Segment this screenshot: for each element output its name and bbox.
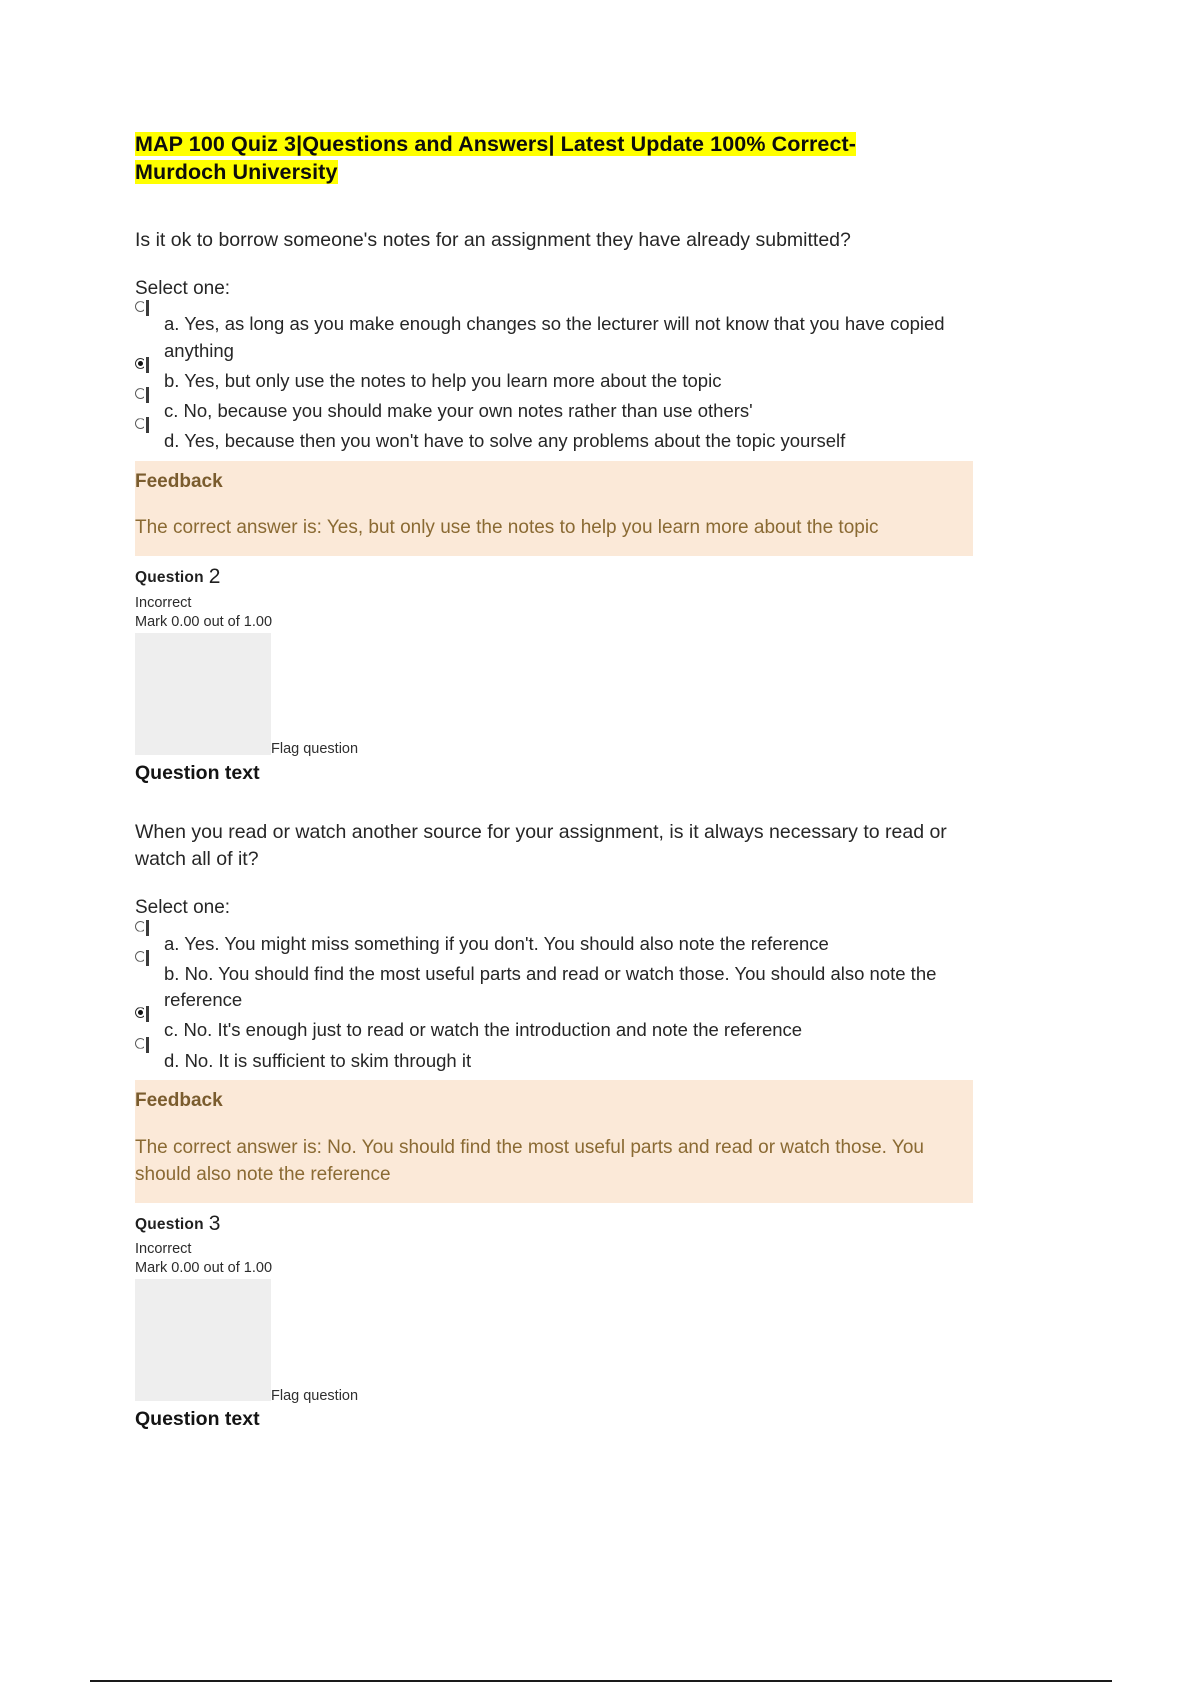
option-a-label: a. Yes, as long as you make enough changes so the lecturer will not know that you have copied anything xyxy=(164,313,945,361)
question-3-heading-label: Question xyxy=(135,1215,204,1233)
question-3-heading xyxy=(135,1211,975,1236)
page-bottom-rule xyxy=(90,1680,1112,1682)
question-2-feedback xyxy=(135,1080,973,1203)
question-block-2 xyxy=(135,564,975,1202)
missing-image-placeholder xyxy=(135,1279,271,1401)
question-1-feedback xyxy=(135,461,973,557)
question-3-text-heading: Question text xyxy=(135,1407,260,1430)
question-3-state: Incorrect xyxy=(135,1240,192,1257)
question-3-mark: Mark 0.00 out of 1.00 xyxy=(135,1260,273,1277)
option-a[interactable] xyxy=(135,931,975,957)
question-2-meta xyxy=(135,564,975,632)
question-3-flag-row xyxy=(135,1279,975,1407)
page-title-line-1: MAP 100 Quiz 3|Questions and Answers| Latest Update 100% Correct- xyxy=(135,132,857,156)
radio-checked-icon[interactable] xyxy=(135,358,152,375)
question-2-flag-row xyxy=(135,633,975,761)
radio-unchecked-icon[interactable] xyxy=(135,418,152,435)
option-b[interactable] xyxy=(135,368,975,394)
option-c[interactable] xyxy=(135,398,975,424)
radio-unchecked-icon[interactable] xyxy=(135,1038,152,1055)
option-d-label: d. Yes, because then you won't have to solve any problems about the topic yourself xyxy=(164,430,846,452)
option-a-label: a. Yes. You might miss something if you don't. You should also note the reference xyxy=(164,932,829,954)
question-2-state: Incorrect xyxy=(135,594,192,611)
question-3-meta xyxy=(135,1211,975,1279)
question-2-number: 2 xyxy=(208,565,221,589)
option-c-label: c. No, because you should make your own notes rather than use others' xyxy=(164,400,753,422)
radio-checked-icon[interactable] xyxy=(135,1007,152,1024)
question-3-number: 3 xyxy=(208,1211,221,1235)
feedback-body: The correct answer is: No. You should find the most useful parts and read or watch those. You should also note the reference xyxy=(135,1136,924,1185)
feedback-title: Feedback xyxy=(135,1089,223,1111)
question-1-stem: Is it ok to borrow someone's notes for an assignment they have already submitted? xyxy=(135,228,851,251)
option-b[interactable] xyxy=(135,961,975,1014)
option-a[interactable] xyxy=(135,311,975,364)
feedback-title: Feedback xyxy=(135,470,223,492)
option-b-label: b. No. You should find the most useful parts and read or watch those. You should also note the reference xyxy=(164,962,937,1011)
question-2-heading xyxy=(135,564,975,589)
radio-unchecked-icon[interactable] xyxy=(135,921,152,938)
document-content xyxy=(135,130,975,1431)
option-d[interactable] xyxy=(135,1048,975,1074)
question-1-options xyxy=(135,311,975,454)
flag-question-button[interactable]: Flag question xyxy=(271,741,359,758)
question-2-stem: When you read or watch another source for your assignment, is it always necessary to read or watch all of it? xyxy=(135,821,947,870)
option-d-label: d. No. It is sufficient to skim through it xyxy=(164,1049,472,1071)
option-b-label: b. Yes, but only use the notes to help you learn more about the topic xyxy=(164,369,722,391)
question-1-select-prompt: Select one: xyxy=(135,277,231,299)
feedback-body: The correct answer is: Yes, but only use the notes to help you learn more about the topic xyxy=(135,517,879,539)
page-title xyxy=(135,130,975,187)
question-block-3 xyxy=(135,1211,975,1432)
question-block-1 xyxy=(135,227,975,557)
question-2-select-prompt: Select one: xyxy=(135,896,231,918)
question-2-heading-label: Question xyxy=(135,569,204,587)
missing-image-placeholder xyxy=(135,633,271,755)
flag-question-button[interactable]: Flag question xyxy=(271,1387,359,1404)
question-2-text-heading: Question text xyxy=(135,761,260,784)
option-d[interactable] xyxy=(135,428,975,454)
radio-unchecked-icon[interactable] xyxy=(135,951,152,968)
option-c[interactable] xyxy=(135,1017,975,1043)
option-c-label: c. No. It's enough just to read or watch the introduction and note the reference xyxy=(164,1019,803,1041)
radio-unchecked-icon[interactable] xyxy=(135,388,152,405)
question-2-options xyxy=(135,931,975,1074)
radio-unchecked-icon[interactable] xyxy=(135,301,152,318)
page-title-line-2: Murdoch University xyxy=(135,160,338,185)
question-2-mark: Mark 0.00 out of 1.00 xyxy=(135,614,273,631)
